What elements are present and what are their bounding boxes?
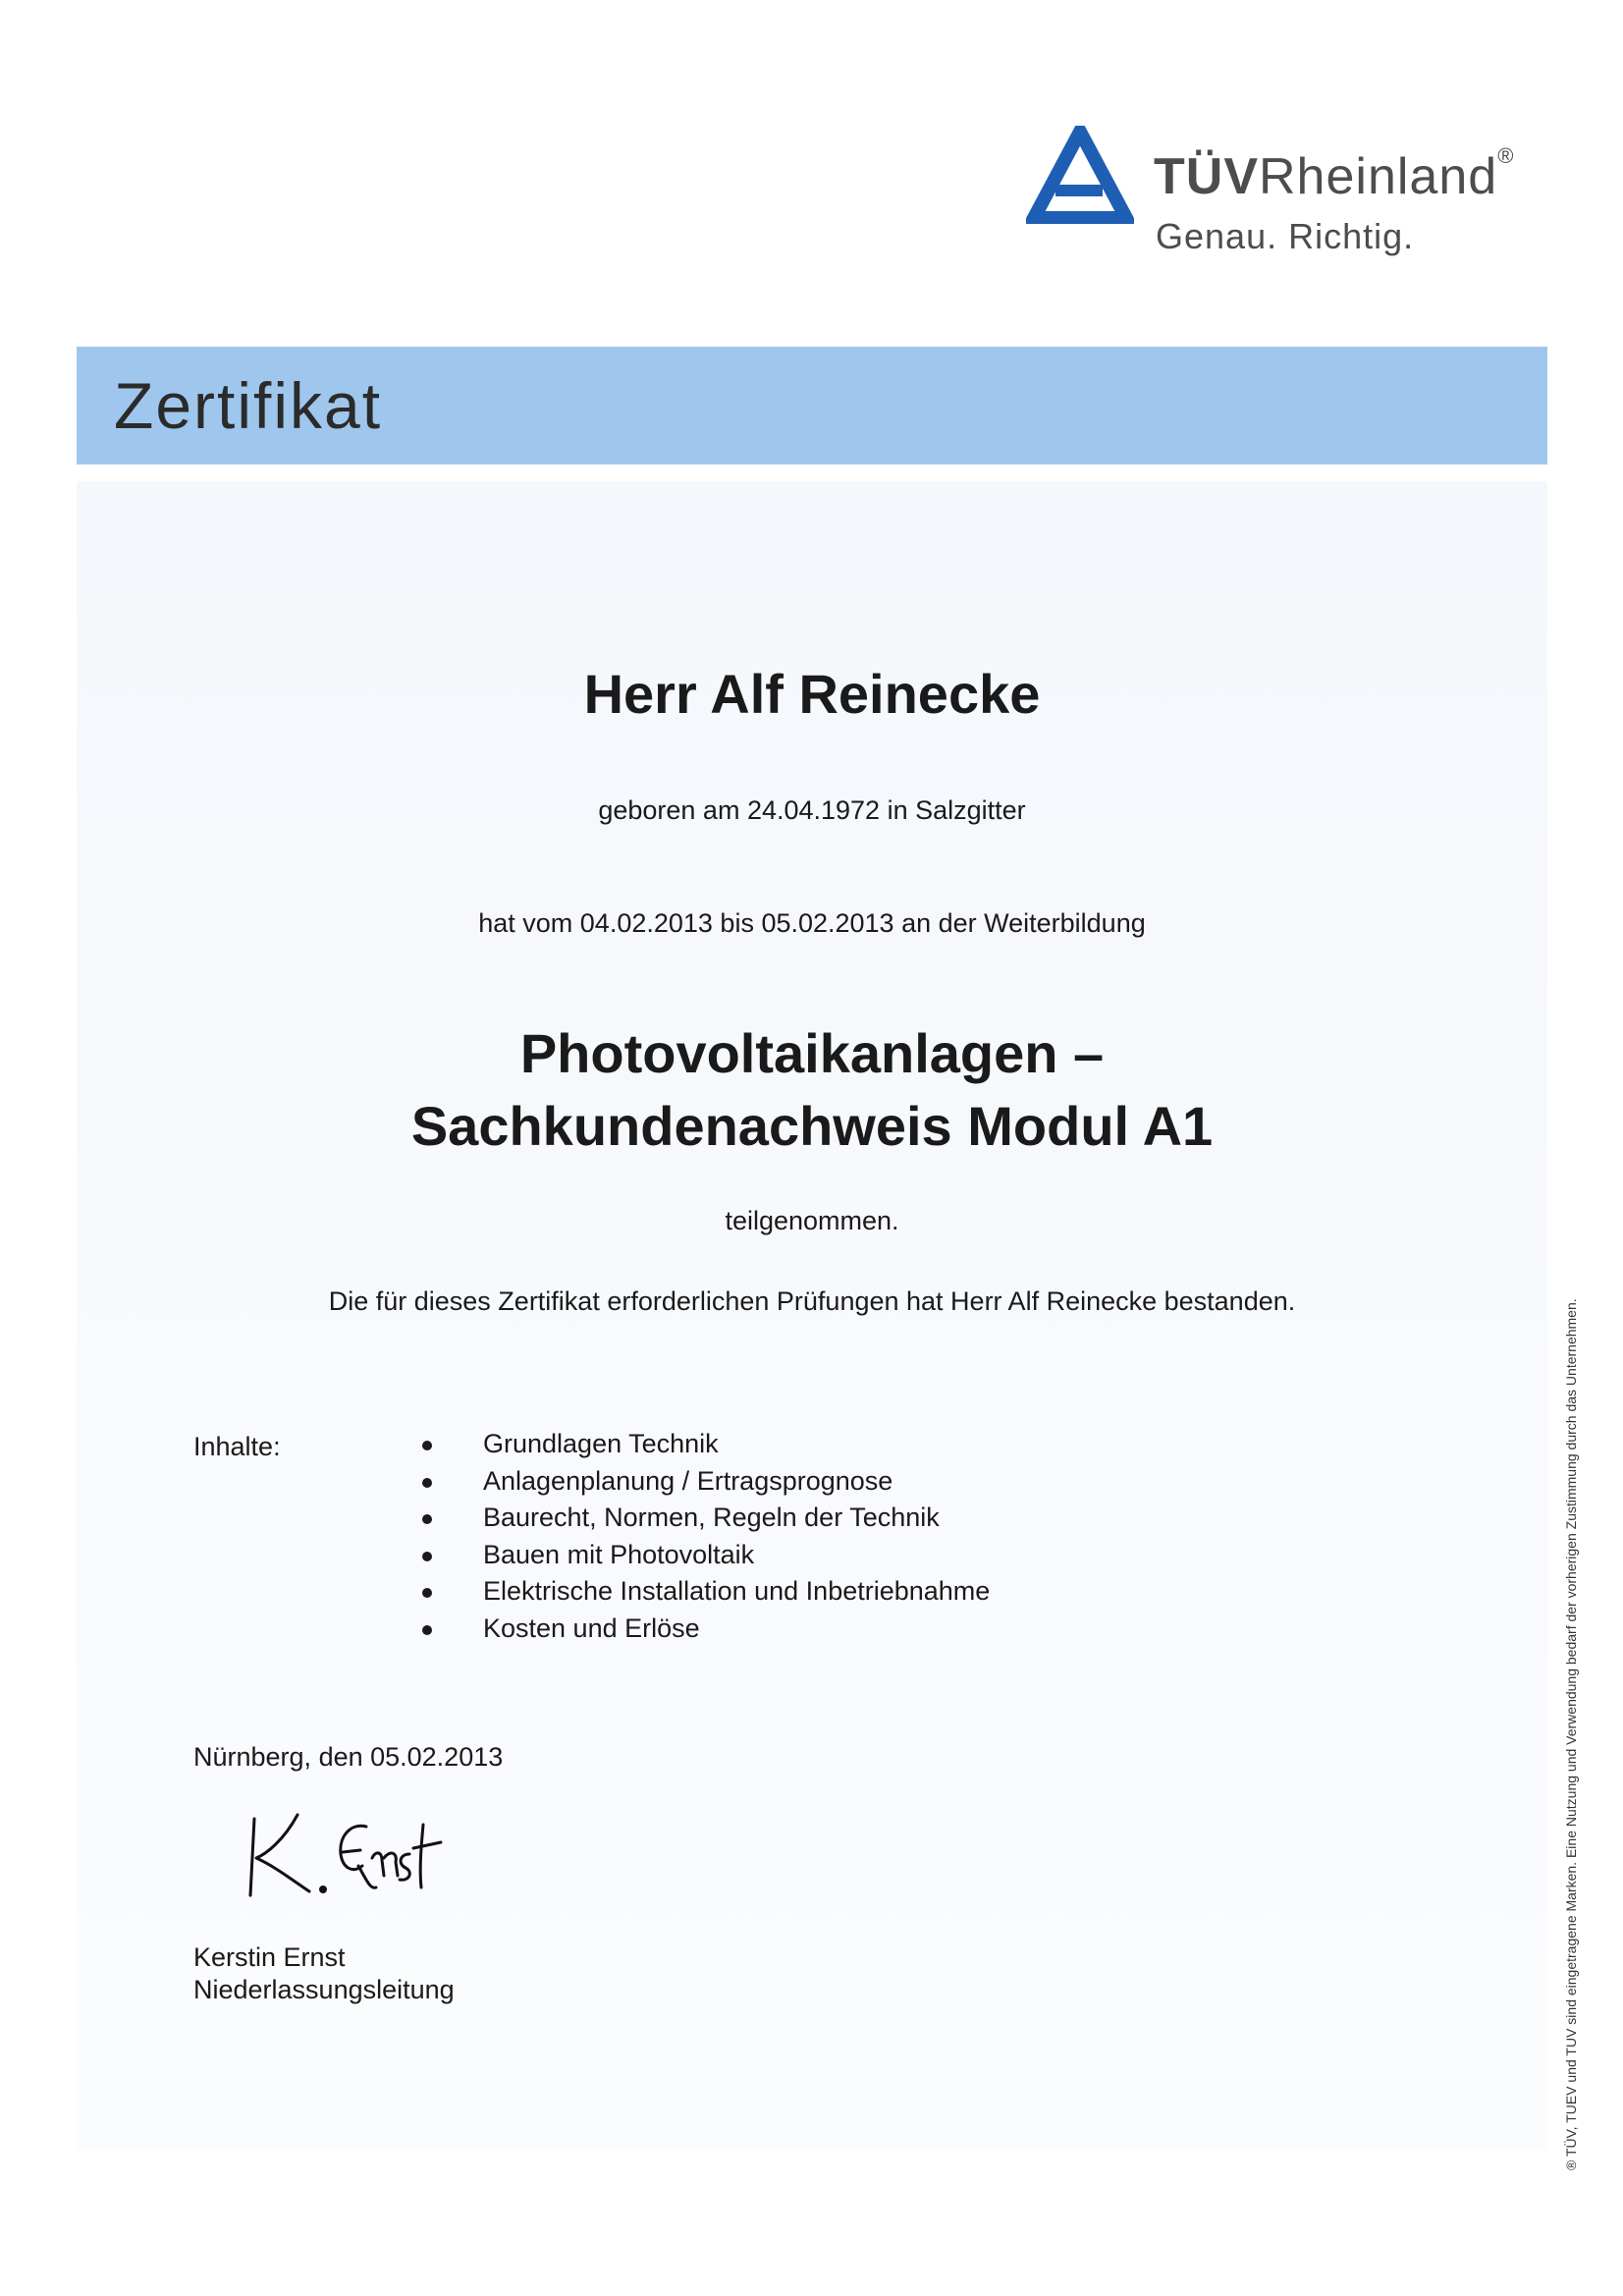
list-item-label: Grundlagen Technik (483, 1429, 719, 1458)
list-item-label: Bauen mit Photovoltaik (483, 1539, 755, 1569)
exam-passed-text: Die für dieses Zertifikat erforderlichen Prüfungen hat Herr Alf Reinecke bestanden. (328, 1286, 1296, 1316)
list-item (422, 1540, 990, 1577)
triangle-logo-icon (1026, 126, 1134, 224)
birth-line: geboren am 24.04.1972 in Salzgitter (598, 795, 1026, 825)
bullet-icon (422, 1478, 432, 1488)
list-item-label: Baurecht, Normen, Regeln der Technik (483, 1503, 940, 1533)
contents-list (422, 1429, 990, 1651)
logo-brand-rest: Rheinland (1259, 148, 1498, 205)
course-title-line2: Sachkundenachweis Modul A1 (410, 1095, 1214, 1157)
contents-label: Inhalte: (193, 1432, 281, 1461)
list-item (422, 1466, 990, 1503)
tuv-rheinland-logo (1026, 126, 1576, 263)
signer-role: Niederlassungsleitung (193, 1975, 455, 2004)
logo-tagline: Genau. Richtig. (1156, 216, 1415, 256)
trademark-note: ® TÜV, TUEV und TUV sind eingetragene Marken. Eine Nutzung und Verwendung bedarf der vorherigen Zustimmung durch das Unternehmen. (1563, 1298, 1579, 2170)
bullet-icon (422, 1625, 432, 1635)
handwritten-signature (241, 1797, 496, 1905)
course-period: hat vom 04.02.2013 bis 05.02.2013 an der Weiterbildung (478, 908, 1146, 938)
bullet-icon (422, 1514, 432, 1524)
participated-text: teilgenommen. (725, 1206, 899, 1235)
title-banner (77, 347, 1547, 465)
list-item (422, 1576, 990, 1613)
bullet-icon (422, 1441, 432, 1450)
course-title (77, 1017, 1547, 1163)
signer-name: Kerstin Ernst (193, 1942, 346, 1972)
recipient-name: Herr Alf Reinecke (583, 663, 1041, 725)
course-title-line1: Photovoltaikanlagen – (519, 1022, 1105, 1084)
list-item-label: Kosten und Erlöse (483, 1613, 700, 1643)
bullet-icon (422, 1552, 432, 1561)
logo-brand-bold: TÜV (1154, 148, 1259, 205)
logo-brand (1154, 143, 1515, 206)
list-item-label: Anlagenplanung / Ertragsprognose (483, 1465, 893, 1496)
place-date: Nürnberg, den 05.02.2013 (193, 1742, 504, 1772)
bullet-icon (422, 1588, 432, 1598)
list-item (422, 1503, 990, 1540)
list-item (422, 1429, 990, 1466)
list-item-label: Elektrische Installation und Inbetriebnahme (483, 1576, 991, 1607)
registered-mark: ® (1497, 143, 1515, 168)
page-title: Zertifikat (114, 369, 383, 442)
list-item (422, 1613, 990, 1651)
